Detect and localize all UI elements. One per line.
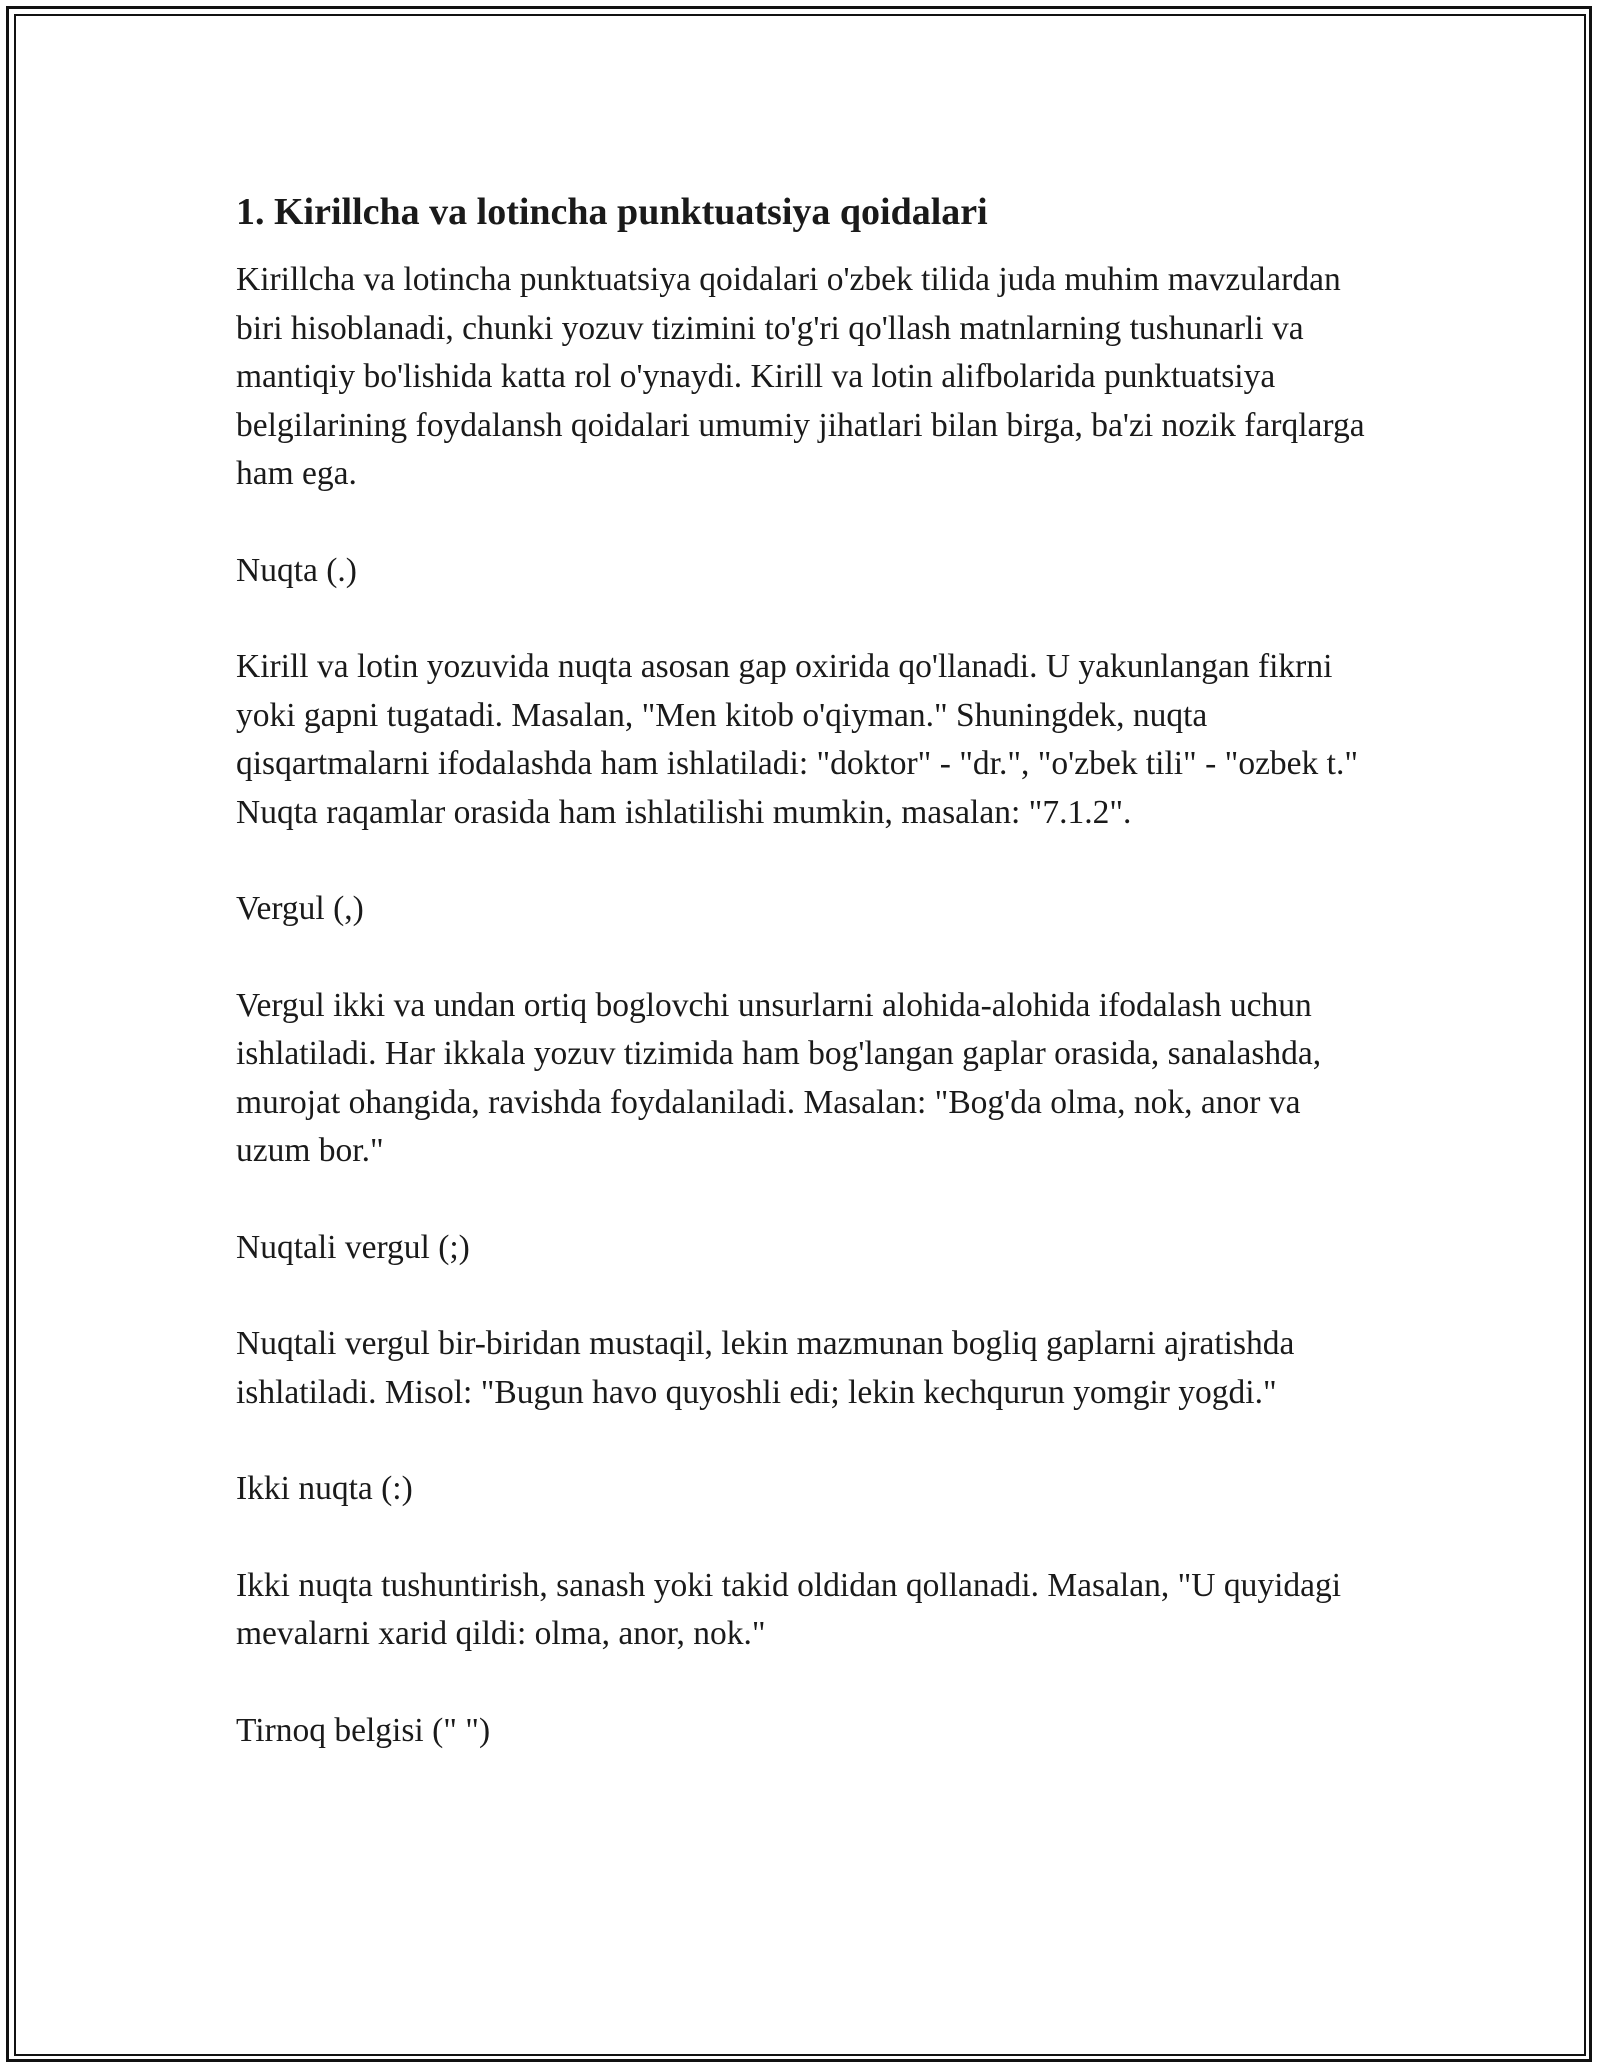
section-body-nuqtali-vergul: Nuqtali vergul bir-biridan mustaqil, lekin mazmunan bogliq gaplarni ajratishda ishlatiladi. Misol: "Bugun havo quyoshli edi; lekin kechqurun yomgir yogdi.": [236, 1325, 1295, 1411]
section-body-vergul: Vergul ikki va undan ortiq boglovchi unsurlarni alohida-alohida ifodalash uchun ishlatiladi. Har ikkala yozuv tizimida ham bog'langan gaplar orasida, sanalashda, murojat ohangida, ravishda foydalaniladi. Masalan: "Bog'da olma, nok, anor va uzum bor.": [236, 986, 1322, 1169]
spacer: [236, 1272, 1366, 1320]
spacer: [236, 499, 1366, 547]
spacer: [236, 1514, 1366, 1562]
intro-paragraph: Kirillcha va lotincha punktuatsiya qoidalari o'zbek tilida juda muhim mavzulardan biri hisoblanadi, chunki yozuv tizimini to'g'ri qo'llash matnlarning tushunarli va mantiqiy bo'lishida katta rol o'ynaydi. Kirill va lotin alifbolarida punktuatsiya belgilarining foydalansh qoidalari umumiy jihatlari bilan birga, ba'zi nozik farqlarga ham ega.: [236, 261, 1365, 492]
section-heading-nuqtali-vergul: Nuqtali vergul (;): [236, 1228, 470, 1266]
spacer: [236, 595, 1366, 643]
spacer: [236, 238, 1366, 256]
document-title: 1. Kirillcha va lotincha punktuatsiya qoidalari: [236, 191, 988, 233]
section-heading-tirnoq: Tirnoq belgisi (" "): [236, 1711, 491, 1749]
document-body: [236, 186, 1366, 1755]
spacer: [236, 1176, 1366, 1224]
section-heading-nuqta: Nuqta (.): [236, 551, 357, 589]
section-body-ikki-nuqta: Ikki nuqta tushuntirish, sanash yoki takid oldidan qollanadi. Masalan, "U quyidagi mevalarni xarid qildi: olma, anor, nok.": [236, 1566, 1342, 1652]
section-heading-vergul: Vergul (,): [236, 890, 364, 927]
spacer: [236, 1659, 1366, 1707]
section-body-nuqta: Kirill va lotin yozuvida nuqta asosan gap oxirida qo'llanadi. U yakunlangan fikrni yoki gapni tugatadi. Masalan, "Men kitob o'qiyman." Shuningdek, nuqta qisqartmalarni ifodalashda ham ishlatiladi: "doktor" - "dr.", "o'zbek tili" - "ozbek t." Nuqta raqamlar orasida ham ishlatilishi mumkin, masalan: "7.1.2".: [236, 648, 1359, 831]
spacer: [236, 837, 1366, 885]
section-heading-ikki-nuqta: Ikki nuqta (:): [236, 1470, 413, 1507]
spacer: [236, 1417, 1366, 1465]
spacer: [236, 934, 1366, 982]
